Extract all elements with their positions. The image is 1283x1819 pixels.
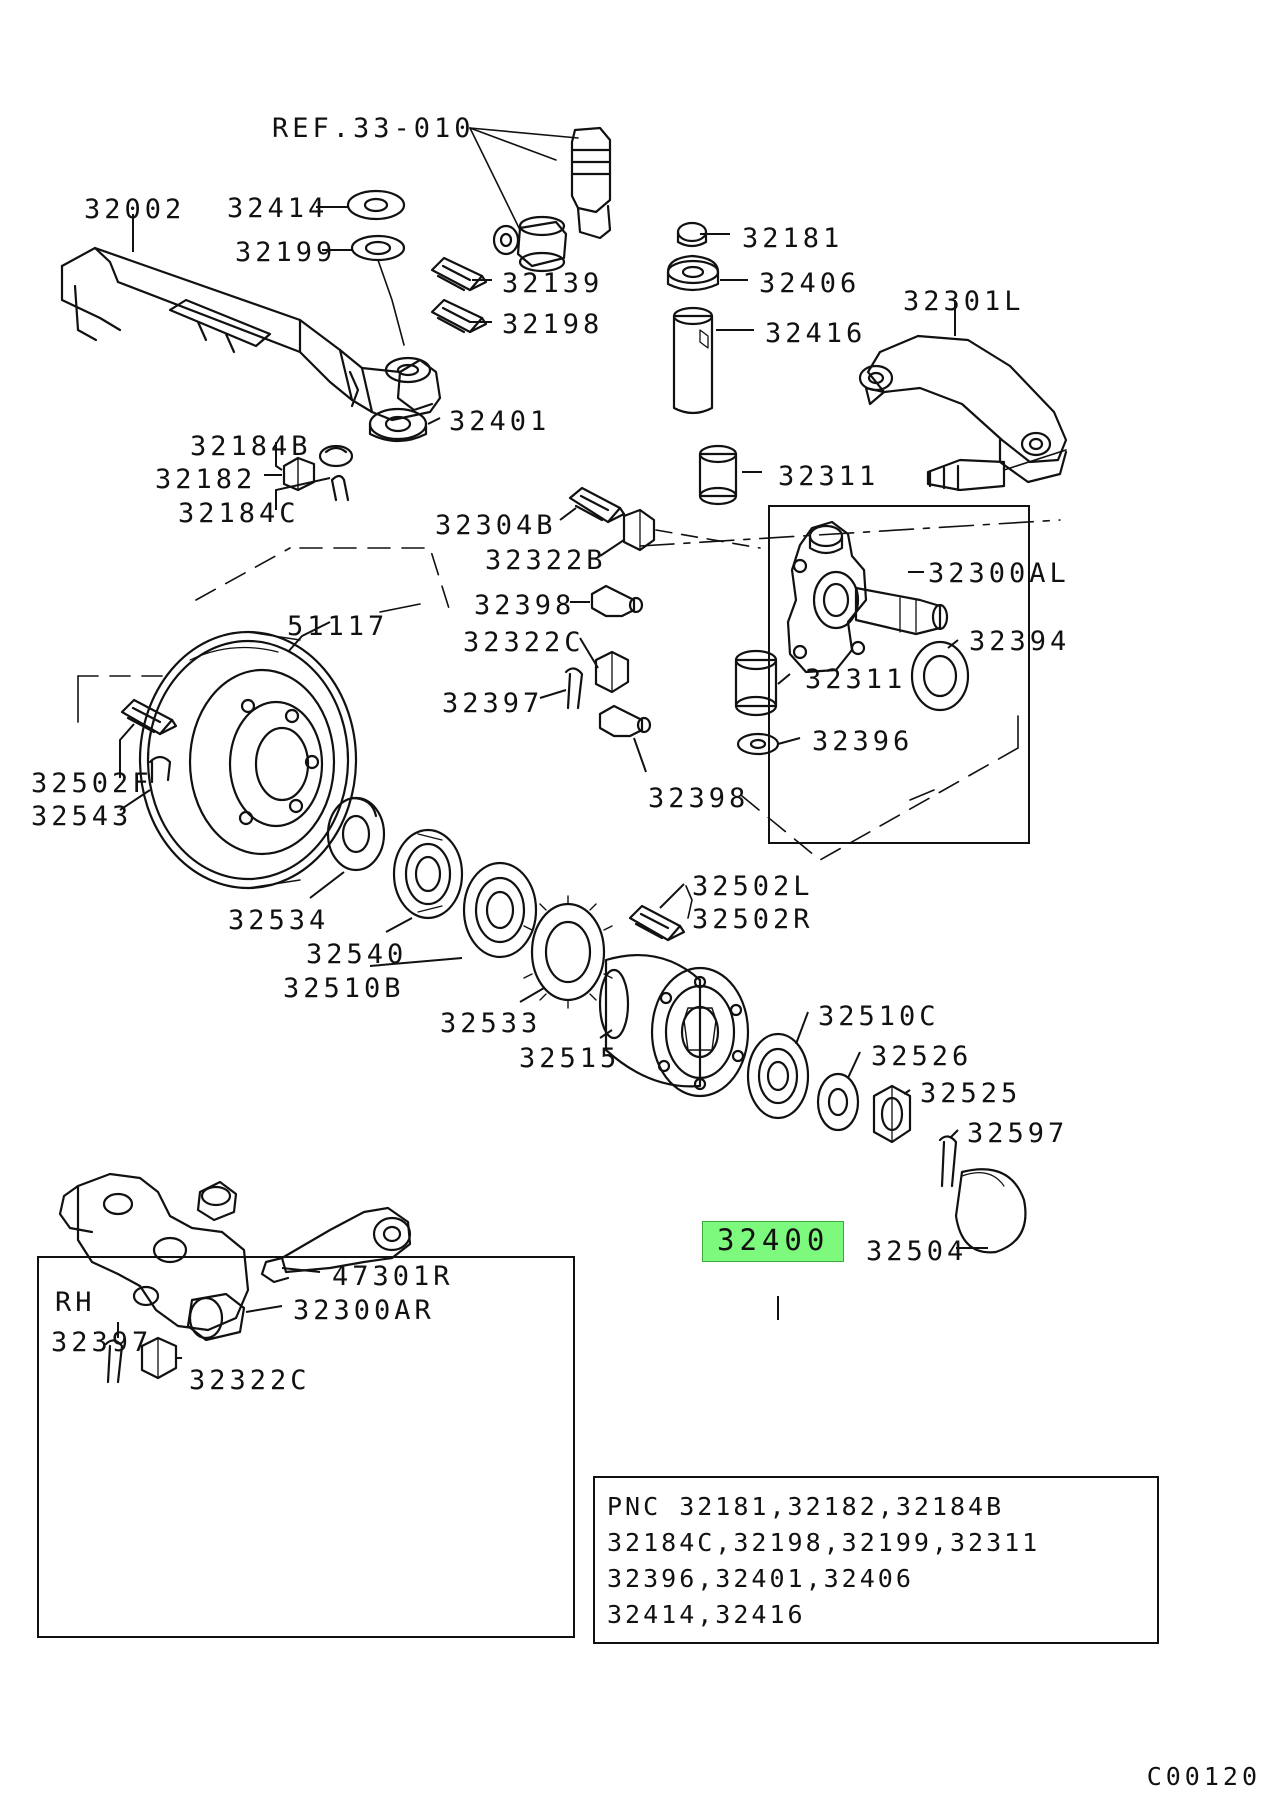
label-32502L: 32502L (692, 871, 814, 902)
label-32322B: 32322B (485, 545, 607, 576)
label-32184B: 32184B (190, 431, 312, 462)
label-32311-top: 32311 (778, 461, 880, 492)
label-32181: 32181 (742, 223, 844, 254)
label-32401: 32401 (449, 406, 551, 437)
label-32502R: 32502R (692, 904, 814, 935)
label-32397: 32397 (442, 688, 544, 719)
pnc-line-3: 32396,32401,32406 (607, 1564, 914, 1593)
label-32397-rh: 32397 (51, 1327, 153, 1358)
pnc-callout-box (593, 1476, 1159, 1644)
label-32515: 32515 (519, 1043, 621, 1074)
label-32525: 32525 (920, 1078, 1022, 1109)
pnc-line-1: PNC 32181,32182,32184B (607, 1492, 1005, 1521)
label-32322C-rh: 32322C (189, 1365, 311, 1396)
label-32504: 32504 (866, 1236, 968, 1267)
label-32533: 32533 (440, 1008, 542, 1039)
label-32300AL: 32300AL (928, 558, 1070, 589)
label-32301L: 32301L (903, 286, 1025, 317)
label-32597: 32597 (967, 1118, 1069, 1149)
label-32398-mid: 32398 (474, 590, 576, 621)
label-32304B: 32304B (435, 510, 557, 541)
label-32394: 32394 (969, 626, 1071, 657)
label-32311-bot: 32311 (805, 664, 907, 695)
label-32139: 32139 (502, 268, 604, 299)
label-32510B: 32510B (283, 973, 405, 1004)
label-32502F: 32502F (31, 768, 153, 799)
label-51117: 51117 (287, 611, 389, 642)
label-32540: 32540 (306, 939, 408, 970)
highlighted-part-number-32400[interactable]: 32400 (702, 1221, 844, 1262)
label-32398-bot: 32398 (648, 783, 750, 814)
label-32510C: 32510C (818, 1001, 940, 1032)
label-32322C: 32322C (463, 627, 585, 658)
label-32300AR: 32300AR (293, 1295, 435, 1326)
label-32198: 32198 (502, 309, 604, 340)
label-32414: 32414 (227, 193, 329, 224)
diagram-code-footer: C00120 (1146, 1762, 1261, 1791)
pnc-line-2: 32184C,32198,32199,32311 (607, 1528, 1041, 1557)
label-32543: 32543 (31, 801, 133, 832)
label-32002: 32002 (84, 194, 186, 225)
label-32182: 32182 (155, 464, 257, 495)
label-32416: 32416 (765, 318, 867, 349)
label-32199: 32199 (235, 237, 337, 268)
label-32406: 32406 (759, 268, 861, 299)
label-ref-33-010: REF.33-010 (272, 113, 475, 144)
label-32184C: 32184C (178, 498, 300, 529)
label-47301R: 47301R (332, 1261, 454, 1292)
label-32534: 32534 (228, 905, 330, 936)
label-32396: 32396 (812, 726, 914, 757)
label-rh: RH (55, 1287, 96, 1318)
pnc-line-4: 32414,32416 (607, 1600, 806, 1629)
label-32526: 32526 (871, 1041, 973, 1072)
